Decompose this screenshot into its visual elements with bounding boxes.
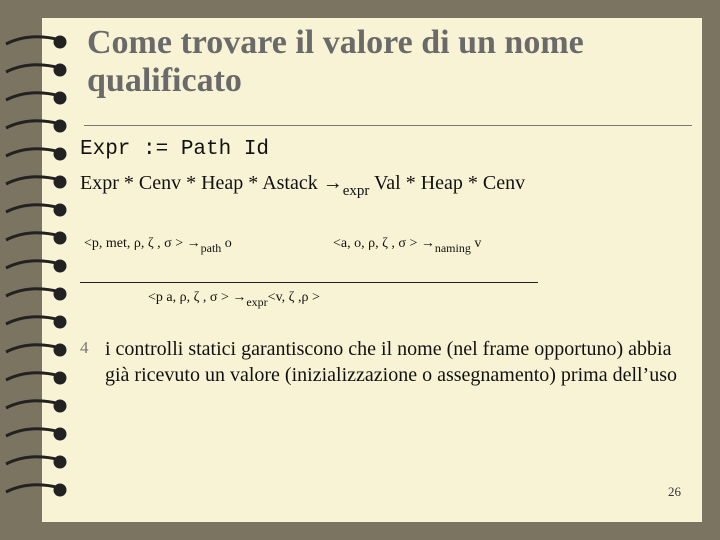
spiral-ring: [6, 92, 66, 104]
conclusion-sub: expr: [246, 295, 268, 309]
spiral-ring: [6, 204, 66, 216]
spiral-ring: [6, 64, 66, 76]
arrow-symbol: →: [322, 172, 343, 194]
premise-path: [84, 236, 232, 256]
bullet-marker: 4: [80, 338, 89, 357]
spiral-ring: [6, 372, 66, 384]
premise-path-sub: path: [200, 241, 222, 255]
spiral-ring: [6, 148, 66, 160]
bullet-text: i controlli statici garantiscono che il nome (nel frame opportuno) abbia già ricevuto un valore (inizializzazione o assegnamento) prima dell’uso: [105, 338, 678, 386]
signature-lhs: Expr * Cenv * Heap * Astack: [80, 172, 323, 194]
spiral-ring: [6, 456, 66, 468]
spiral-binding: [0, 22, 80, 522]
page-number: 26: [668, 484, 681, 499]
spiral-ring: [6, 120, 66, 132]
signature: [80, 172, 525, 200]
conclusion-result: <v, ζ ,ρ >: [267, 290, 320, 305]
spiral-ring: [6, 176, 66, 188]
spiral-ring: [6, 36, 66, 48]
premise-naming: [333, 236, 481, 256]
spiral-ring: [6, 400, 66, 412]
conclusion-text: <p a, ρ, ζ , σ >: [148, 290, 233, 305]
spiral-ring: [6, 316, 66, 328]
spiral-ring: [6, 428, 66, 440]
spiral-ring: [6, 484, 66, 496]
premise-naming-text: <a, o, ρ, ζ , σ >: [333, 236, 421, 251]
title-divider: [84, 125, 692, 126]
signature-rhs: Val * Heap * Cenv: [369, 172, 526, 194]
premise-path-text: <p, met, ρ, ζ , σ >: [84, 236, 187, 251]
spiral-ring: [6, 260, 66, 272]
premise-path-result: o: [221, 236, 232, 251]
slide-title: Come trovare il valore di un nome qualificato: [87, 24, 584, 99]
premise-naming-result: v: [470, 236, 482, 251]
arrow-symbol: →: [186, 236, 201, 251]
expr-grammar: Expr := Path Id: [80, 138, 270, 161]
conclusion: [148, 290, 320, 310]
spiral-ring: [6, 344, 66, 356]
spiral-ring: [6, 288, 66, 300]
arrow-symbol: →: [420, 236, 435, 251]
inference-line: [80, 282, 538, 283]
spiral-ring: [6, 232, 66, 244]
arrow-symbol: →: [232, 290, 247, 305]
premise-naming-sub: naming: [434, 241, 471, 255]
signature-sub: expr: [342, 183, 370, 199]
